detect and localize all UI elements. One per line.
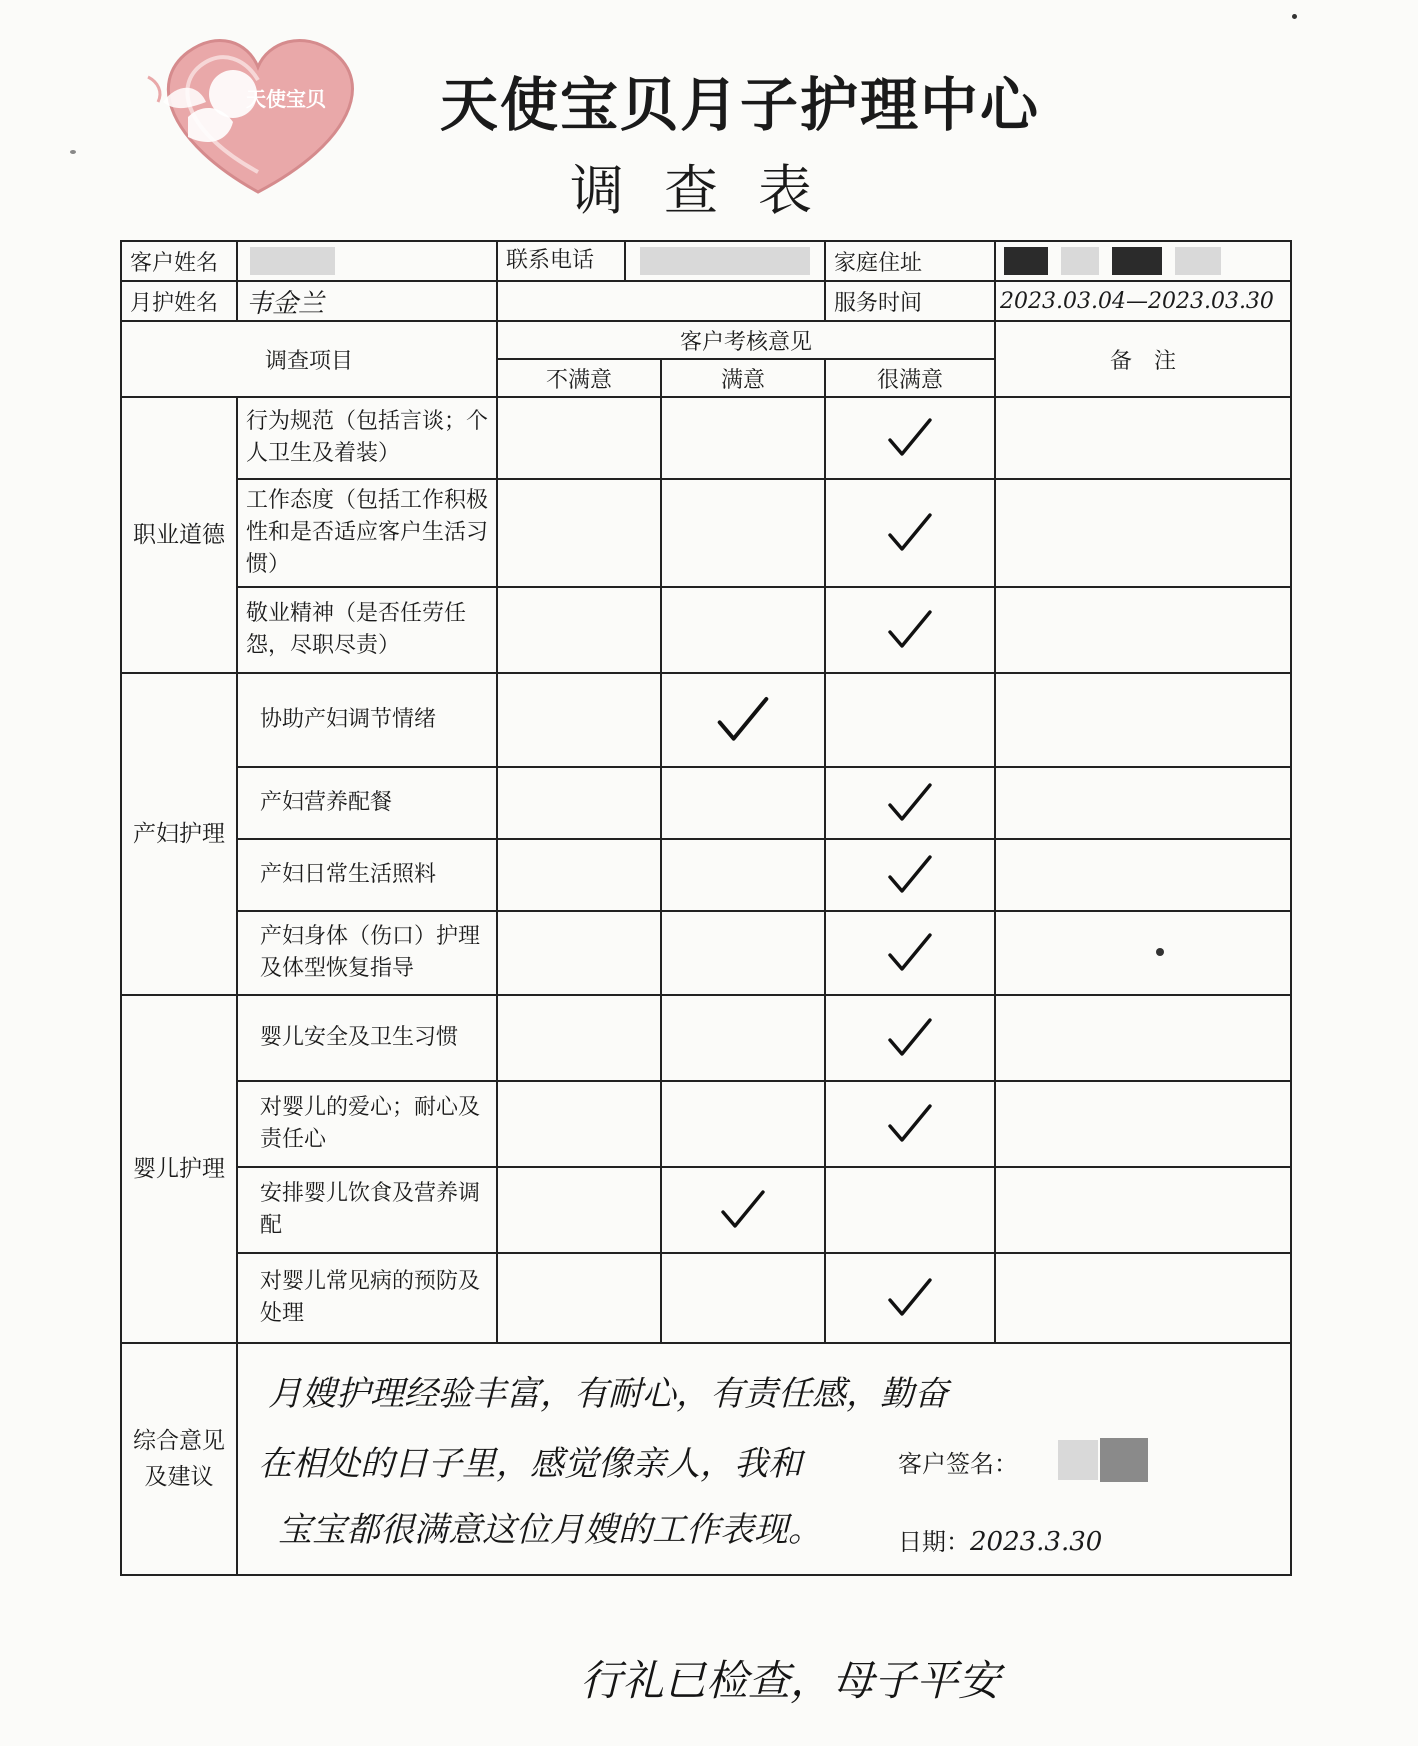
footer-handwriting: 行礼已检查，母子平安 [580,1656,1001,1705]
survey-row [121,587,1291,673]
category-label: 产妇护理 [121,673,237,995]
customer-opinion-header: 客户考核意见 [497,321,995,359]
checkmark-icon [884,414,936,462]
remarks-cell[interactable] [995,1081,1291,1167]
phone-value-redacted [640,247,810,275]
rating-cell-satisfied[interactable] [661,587,825,673]
checkmark-icon [884,1274,936,1322]
item-label: 产妇日常生活照料 [237,839,497,911]
survey-items-header: 调查项目 [121,321,497,397]
service-time-value: 2023.03.04—2023.03.30 [995,281,1291,321]
rating-cell-not-satisfied[interactable] [497,587,661,673]
remarks-cell[interactable] [995,911,1291,995]
remarks-cell[interactable] [995,479,1291,587]
rating-cell-not-satisfied[interactable] [497,839,661,911]
rating-cell-very-satisfied[interactable] [825,479,995,587]
rating-cell-very-satisfied[interactable] [825,911,995,995]
category-label: 职业道德 [121,397,237,673]
rating-cell-not-satisfied[interactable] [497,1081,661,1167]
survey-row [121,1081,1291,1167]
survey-table [120,240,1292,1576]
rating-cell-not-satisfied[interactable] [497,673,661,767]
item-label: 安排婴儿饮食及营养调配 [237,1167,497,1253]
survey-row [121,397,1291,479]
opinion-label: 综合意见及建议 [121,1343,237,1575]
phone-cell [497,241,825,281]
remarks-cell[interactable] [995,587,1291,673]
not-satisfied-header: 不满意 [497,359,661,397]
checkmark-icon [884,929,936,977]
service-time-label: 服务时间 [825,281,995,321]
rating-cell-satisfied[interactable] [661,995,825,1081]
survey-row [121,1253,1291,1343]
phone-label: 联系电话 [498,242,626,280]
survey-row [121,911,1291,995]
opinion-row [121,1343,1291,1575]
category-label: 婴儿护理 [121,995,237,1343]
remarks-cell[interactable] [995,1253,1291,1343]
checkmark-icon [884,851,936,899]
info-row-1 [121,241,1291,281]
rating-cell-satisfied[interactable] [661,479,825,587]
opinion-cell[interactable] [237,1343,1291,1575]
signature-redacted-light [1058,1440,1098,1480]
survey-row [121,995,1291,1081]
nanny-name-label: 月护姓名 [121,281,237,321]
item-label: 敬业精神（是否任劳任怨，尽职尽责） [237,587,497,673]
customer-name-label: 客户姓名 [121,241,237,281]
customer-name-value [237,241,497,281]
remarks-cell[interactable] [995,839,1291,911]
checkmark-icon [884,1100,936,1148]
rating-cell-very-satisfied[interactable] [825,1167,995,1253]
item-label: 工作态度（包括工作积极性和是否适应客户生活习惯） [237,479,497,587]
rating-cell-satisfied[interactable] [661,397,825,479]
remarks-cell[interactable] [995,995,1291,1081]
rating-cell-satisfied[interactable] [661,767,825,839]
remarks-header: 备 注 [995,321,1291,397]
opinion-line-3: 宝宝都很满意这位月嫂的工作表现。 [278,1510,822,1550]
item-label: 对婴儿的爱心；耐心及责任心 [237,1081,497,1167]
checkmark-icon [884,779,936,827]
ink-speck [70,150,76,154]
checkmark-icon [884,606,936,654]
rating-cell-very-satisfied[interactable] [825,587,995,673]
rating-cell-satisfied[interactable] [661,1253,825,1343]
form-title: 调查表 [570,159,852,222]
rating-cell-very-satisfied[interactable] [825,397,995,479]
very-satisfied-header: 很满意 [825,359,995,397]
rating-cell-satisfied[interactable] [661,1167,825,1253]
survey-row [121,767,1291,839]
rating-cell-not-satisfied[interactable] [497,767,661,839]
ink-speck [1156,948,1164,956]
logo-heart-angel [128,22,388,202]
opinion-line-1: 月嫂护理经验丰富，有耐心，有责任感，勤奋 [268,1374,948,1414]
header-row-1 [121,321,1291,359]
survey-row [121,673,1291,767]
rating-cell-satisfied[interactable] [661,839,825,911]
address-label: 家庭住址 [825,241,995,281]
rating-cell-very-satisfied[interactable] [825,1253,995,1343]
nanny-name-value: 韦金兰 [237,281,497,321]
signature-label: 客户签名： [898,1450,1018,1478]
checkmark-icon [884,509,936,557]
rating-cell-satisfied[interactable] [661,673,825,767]
rating-cell-satisfied[interactable] [661,1081,825,1167]
rating-cell-not-satisfied[interactable] [497,995,661,1081]
item-label: 对婴儿常见病的预防及处理 [237,1253,497,1343]
item-label: 行为规范（包括言谈；个人卫生及着装） [237,397,497,479]
opinion-line-2: 在相处的日子里，感觉像亲人，我和 [258,1444,802,1484]
item-label: 产妇身体（伤口）护理及体型恢复指导 [237,911,497,995]
checkmark-icon [708,692,778,748]
survey-row [121,479,1291,587]
date-label: 日期： [898,1528,970,1556]
svg-text:天使宝贝: 天使宝贝 [246,87,326,111]
rating-cell-not-satisfied[interactable] [497,397,661,479]
date-value: 2023.3.30 [970,1527,1103,1557]
ink-speck [1292,14,1297,19]
center-title: 天使宝贝月子护理中心 [440,71,1041,139]
survey-row [121,1167,1291,1253]
checkmark-icon [884,1014,936,1062]
rating-cell-very-satisfied[interactable] [825,839,995,911]
rating-cell-not-satisfied[interactable] [497,1253,661,1343]
empty-info-cell [497,281,825,321]
remarks-cell[interactable] [995,1167,1291,1253]
rating-cell-very-satisfied[interactable] [825,995,995,1081]
remarks-cell[interactable] [995,767,1291,839]
item-label: 婴儿安全及卫生习惯 [237,995,497,1081]
signature-redacted [1100,1438,1148,1482]
checkmark-icon [717,1186,769,1234]
remarks-cell[interactable] [995,397,1291,479]
rating-cell-not-satisfied[interactable] [497,479,661,587]
address-value [995,241,1291,281]
satisfied-header: 满意 [661,359,825,397]
date-row [898,1522,1102,1557]
rating-cell-satisfied[interactable] [661,911,825,995]
rating-cell-not-satisfied[interactable] [497,911,661,995]
rating-cell-very-satisfied[interactable] [825,673,995,767]
info-row-2 [121,281,1291,321]
rating-cell-not-satisfied[interactable] [497,1167,661,1253]
item-label: 协助产妇调节情绪 [237,673,497,767]
rating-cell-very-satisfied[interactable] [825,767,995,839]
survey-row [121,839,1291,911]
remarks-cell[interactable] [995,673,1291,767]
rating-cell-very-satisfied[interactable] [825,1081,995,1167]
item-label: 产妇营养配餐 [237,767,497,839]
